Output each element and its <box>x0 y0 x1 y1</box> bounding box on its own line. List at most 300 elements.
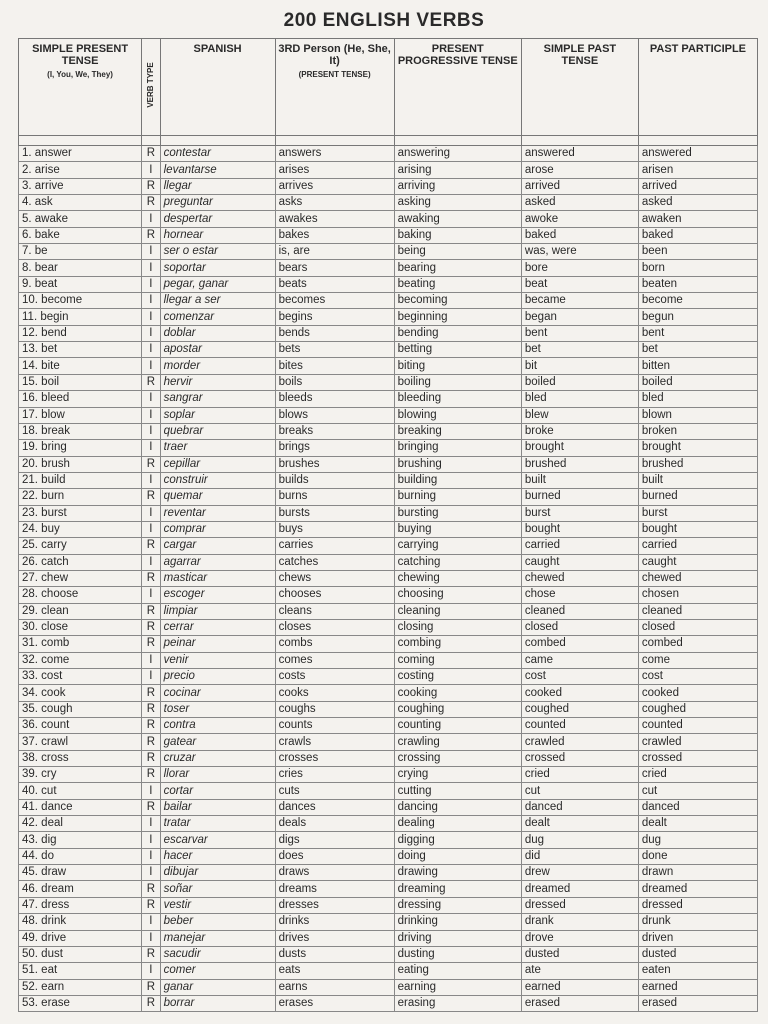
cell-verb-type: I <box>142 325 160 341</box>
table-row <box>19 374 758 390</box>
cell-simple-present: 6. bake <box>19 227 142 243</box>
cell-third-person: drinks <box>275 914 394 930</box>
cell-third-person: chooses <box>275 587 394 603</box>
table-row <box>19 636 758 652</box>
cell-present-progressive: brushing <box>394 456 521 472</box>
cell-past-participle: dressed <box>638 897 757 913</box>
cell-third-person: bakes <box>275 227 394 243</box>
cell-simple-past: began <box>521 309 638 325</box>
cell-present-progressive: coming <box>394 652 521 668</box>
cell-simple-present: 14. bite <box>19 358 142 374</box>
cell-third-person: coughs <box>275 701 394 717</box>
cell-third-person: beats <box>275 276 394 292</box>
table-row <box>19 701 758 717</box>
cell-simple-past: caught <box>521 554 638 570</box>
cell-simple-present: 32. come <box>19 652 142 668</box>
cell-spanish: tratar <box>160 816 275 832</box>
cell-verb-type: R <box>142 178 160 194</box>
cell-verb-type: I <box>142 930 160 946</box>
cell-past-participle: begun <box>638 309 757 325</box>
table-row <box>19 538 758 554</box>
table-row <box>19 603 758 619</box>
cell-simple-present: 53. erase <box>19 995 142 1011</box>
cell-spanish: soñar <box>160 881 275 897</box>
cell-verb-type: I <box>142 260 160 276</box>
cell-past-participle: born <box>638 260 757 276</box>
cell-verb-type: R <box>142 881 160 897</box>
cell-third-person: cries <box>275 767 394 783</box>
cell-past-participle: dug <box>638 832 757 848</box>
cell-verb-type: I <box>142 244 160 260</box>
cell-past-participle: bent <box>638 325 757 341</box>
cell-verb-type: R <box>142 685 160 701</box>
cell-simple-past: became <box>521 293 638 309</box>
cell-spanish: quemar <box>160 489 275 505</box>
cell-simple-present: 24. buy <box>19 521 142 537</box>
cell-third-person: blows <box>275 407 394 423</box>
table-row <box>19 767 758 783</box>
cell-simple-present: 34. cook <box>19 685 142 701</box>
cell-present-progressive: baking <box>394 227 521 243</box>
table-row <box>19 554 758 570</box>
cell-spanish: escarvar <box>160 832 275 848</box>
cell-past-participle: arrived <box>638 178 757 194</box>
table-row <box>19 260 758 276</box>
cell-simple-past: bet <box>521 342 638 358</box>
cell-spanish: limpiar <box>160 603 275 619</box>
cell-simple-past: chewed <box>521 570 638 586</box>
cell-simple-past: closed <box>521 619 638 635</box>
cell-past-participle: burned <box>638 489 757 505</box>
cell-simple-past: boiled <box>521 374 638 390</box>
cell-verb-type: I <box>142 554 160 570</box>
table-row <box>19 342 758 358</box>
table-row <box>19 195 758 211</box>
cell-simple-past: asked <box>521 195 638 211</box>
table-row <box>19 244 758 260</box>
table-row <box>19 816 758 832</box>
table-row <box>19 472 758 488</box>
cell-present-progressive: cooking <box>394 685 521 701</box>
cell-third-person: awakes <box>275 211 394 227</box>
cell-verb-type: I <box>142 391 160 407</box>
cell-simple-present: 1. answer <box>19 146 142 162</box>
cell-simple-present: 47. dress <box>19 897 142 913</box>
cell-simple-present: 17. blow <box>19 407 142 423</box>
cell-present-progressive: crossing <box>394 750 521 766</box>
spacer-row <box>19 136 758 146</box>
cell-verb-type: R <box>142 636 160 652</box>
cell-third-person: brings <box>275 440 394 456</box>
cell-simple-present: 18. break <box>19 423 142 439</box>
cell-spanish: gatear <box>160 734 275 750</box>
cell-past-participle: dealt <box>638 816 757 832</box>
cell-simple-past: was, were <box>521 244 638 260</box>
cell-verb-type: R <box>142 489 160 505</box>
cell-spanish: manejar <box>160 930 275 946</box>
cell-spanish: cocinar <box>160 685 275 701</box>
cell-third-person: is, are <box>275 244 394 260</box>
cell-past-participle: become <box>638 293 757 309</box>
cell-third-person: dances <box>275 799 394 815</box>
cell-present-progressive: blowing <box>394 407 521 423</box>
cell-present-progressive: burning <box>394 489 521 505</box>
cell-present-progressive: eating <box>394 963 521 979</box>
cell-past-participle: baked <box>638 227 757 243</box>
cell-simple-present: 7. be <box>19 244 142 260</box>
cell-simple-present: 44. do <box>19 848 142 864</box>
cell-spanish: traer <box>160 440 275 456</box>
cell-simple-present: 12. bend <box>19 325 142 341</box>
cell-present-progressive: being <box>394 244 521 260</box>
cell-simple-present: 35. cough <box>19 701 142 717</box>
cell-third-person: earns <box>275 979 394 995</box>
cell-past-participle: drawn <box>638 865 757 881</box>
cell-simple-past: cooked <box>521 685 638 701</box>
table-row <box>19 865 758 881</box>
table-row <box>19 570 758 586</box>
cell-spanish: morder <box>160 358 275 374</box>
table-row <box>19 489 758 505</box>
cell-simple-present: 33. cost <box>19 669 142 685</box>
cell-past-participle: earned <box>638 979 757 995</box>
cell-spanish: preguntar <box>160 195 275 211</box>
cell-simple-present: 19. bring <box>19 440 142 456</box>
cell-simple-past: drove <box>521 930 638 946</box>
cell-present-progressive: bending <box>394 325 521 341</box>
cell-spanish: cargar <box>160 538 275 554</box>
cell-third-person: costs <box>275 669 394 685</box>
cell-simple-past: cut <box>521 783 638 799</box>
cell-present-progressive: building <box>394 472 521 488</box>
cell-present-progressive: bursting <box>394 505 521 521</box>
cell-simple-past: brushed <box>521 456 638 472</box>
cell-verb-type: R <box>142 897 160 913</box>
cell-present-progressive: buying <box>394 521 521 537</box>
table-row <box>19 995 758 1011</box>
cell-simple-present: 8. bear <box>19 260 142 276</box>
cell-past-participle: built <box>638 472 757 488</box>
cell-past-participle: coughed <box>638 701 757 717</box>
cell-past-participle: brushed <box>638 456 757 472</box>
cell-spanish: cerrar <box>160 619 275 635</box>
cell-simple-present: 29. clean <box>19 603 142 619</box>
cell-third-person: bears <box>275 260 394 276</box>
cell-present-progressive: dancing <box>394 799 521 815</box>
cell-spanish: llegar a ser <box>160 293 275 309</box>
cell-spanish: cepillar <box>160 456 275 472</box>
cell-spanish: beber <box>160 914 275 930</box>
cell-past-participle: carried <box>638 538 757 554</box>
table-row <box>19 963 758 979</box>
table-row <box>19 440 758 456</box>
cell-third-person: bleeds <box>275 391 394 407</box>
cell-spanish: soportar <box>160 260 275 276</box>
cell-simple-present: 3. arrive <box>19 178 142 194</box>
cell-simple-present: 50. dust <box>19 946 142 962</box>
cell-simple-past: came <box>521 652 638 668</box>
cell-third-person: digs <box>275 832 394 848</box>
table-row <box>19 407 758 423</box>
table-row <box>19 946 758 962</box>
cell-simple-present: 41. dance <box>19 799 142 815</box>
cell-past-participle: broken <box>638 423 757 439</box>
table-row <box>19 521 758 537</box>
cell-verb-type: I <box>142 669 160 685</box>
cell-spanish: doblar <box>160 325 275 341</box>
cell-past-participle: closed <box>638 619 757 635</box>
cell-spanish: venir <box>160 652 275 668</box>
cell-simple-present: 2. arise <box>19 162 142 178</box>
cell-simple-present: 23. burst <box>19 505 142 521</box>
header-third-person: 3RD Person (He, She, It) (PRESENT TENSE) <box>275 39 394 136</box>
cell-present-progressive: driving <box>394 930 521 946</box>
table-row <box>19 734 758 750</box>
table-row <box>19 227 758 243</box>
cell-simple-past: carried <box>521 538 638 554</box>
cell-third-person: bends <box>275 325 394 341</box>
table-row <box>19 930 758 946</box>
cell-present-progressive: dressing <box>394 897 521 913</box>
cell-past-participle: eaten <box>638 963 757 979</box>
cell-simple-past: broke <box>521 423 638 439</box>
cell-simple-past: cried <box>521 767 638 783</box>
cell-third-person: bursts <box>275 505 394 521</box>
cell-third-person: boils <box>275 374 394 390</box>
cell-simple-past: ate <box>521 963 638 979</box>
table-row <box>19 897 758 913</box>
cell-verb-type: I <box>142 865 160 881</box>
cell-third-person: breaks <box>275 423 394 439</box>
cell-spanish: contra <box>160 718 275 734</box>
cell-verb-type: R <box>142 799 160 815</box>
cell-present-progressive: crying <box>394 767 521 783</box>
cell-simple-present: 11. begin <box>19 309 142 325</box>
cell-present-progressive: counting <box>394 718 521 734</box>
header-simple-past: SIMPLE PAST TENSE <box>521 39 638 136</box>
cell-past-participle: chewed <box>638 570 757 586</box>
cell-present-progressive: bringing <box>394 440 521 456</box>
cell-present-progressive: doing <box>394 848 521 864</box>
cell-simple-past: arose <box>521 162 638 178</box>
cell-past-participle: awaken <box>638 211 757 227</box>
table-row <box>19 325 758 341</box>
cell-third-person: draws <box>275 865 394 881</box>
cell-verb-type: I <box>142 848 160 864</box>
cell-third-person: brushes <box>275 456 394 472</box>
cell-simple-past: bent <box>521 325 638 341</box>
cell-present-progressive: drawing <box>394 865 521 881</box>
cell-simple-present: 49. drive <box>19 930 142 946</box>
cell-simple-past: brought <box>521 440 638 456</box>
cell-third-person: cleans <box>275 603 394 619</box>
cell-past-participle: cut <box>638 783 757 799</box>
cell-spanish: hornear <box>160 227 275 243</box>
cell-third-person: crawls <box>275 734 394 750</box>
cell-simple-past: combed <box>521 636 638 652</box>
cell-simple-present: 22. burn <box>19 489 142 505</box>
cell-simple-present: 43. dig <box>19 832 142 848</box>
cell-spanish: ser o estar <box>160 244 275 260</box>
cell-past-participle: crossed <box>638 750 757 766</box>
cell-past-participle: crawled <box>638 734 757 750</box>
cell-spanish: agarrar <box>160 554 275 570</box>
table-row <box>19 750 758 766</box>
cell-past-participle: boiled <box>638 374 757 390</box>
verb-rows <box>19 136 758 1012</box>
table-row <box>19 652 758 668</box>
cell-simple-present: 42. deal <box>19 816 142 832</box>
cell-third-person: combs <box>275 636 394 652</box>
cell-verb-type: I <box>142 816 160 832</box>
cell-third-person: answers <box>275 146 394 162</box>
cell-verb-type: I <box>142 832 160 848</box>
cell-verb-type: I <box>142 309 160 325</box>
cell-verb-type: I <box>142 440 160 456</box>
cell-simple-present: 15. boil <box>19 374 142 390</box>
cell-simple-present: 10. become <box>19 293 142 309</box>
cell-third-person: buys <box>275 521 394 537</box>
table-row <box>19 178 758 194</box>
cell-present-progressive: bearing <box>394 260 521 276</box>
cell-present-progressive: beginning <box>394 309 521 325</box>
cell-simple-present: 5. awake <box>19 211 142 227</box>
cell-verb-type: R <box>142 767 160 783</box>
cell-simple-present: 48. drink <box>19 914 142 930</box>
cell-verb-type: R <box>142 718 160 734</box>
cell-simple-past: chose <box>521 587 638 603</box>
table-row <box>19 293 758 309</box>
cell-past-participle: bought <box>638 521 757 537</box>
cell-present-progressive: arising <box>394 162 521 178</box>
cell-spanish: llorar <box>160 767 275 783</box>
cell-spanish: escoger <box>160 587 275 603</box>
cell-third-person: bets <box>275 342 394 358</box>
cell-past-participle: combed <box>638 636 757 652</box>
cell-simple-past: bit <box>521 358 638 374</box>
table-row <box>19 832 758 848</box>
cell-simple-past: dealt <box>521 816 638 832</box>
cell-simple-past: dug <box>521 832 638 848</box>
cell-spanish: bailar <box>160 799 275 815</box>
table-row <box>19 783 758 799</box>
table-row <box>19 881 758 897</box>
cell-third-person: does <box>275 848 394 864</box>
cell-simple-present: 45. draw <box>19 865 142 881</box>
cell-present-progressive: boiling <box>394 374 521 390</box>
cell-simple-past: dusted <box>521 946 638 962</box>
cell-simple-past: burned <box>521 489 638 505</box>
table-row <box>19 718 758 734</box>
cell-third-person: dreams <box>275 881 394 897</box>
cell-spanish: construir <box>160 472 275 488</box>
cell-spanish: sacudir <box>160 946 275 962</box>
cell-spanish: apostar <box>160 342 275 358</box>
cell-simple-past: drew <box>521 865 638 881</box>
cell-third-person: builds <box>275 472 394 488</box>
cell-third-person: drives <box>275 930 394 946</box>
cell-simple-past: cost <box>521 669 638 685</box>
cell-third-person: begins <box>275 309 394 325</box>
cell-verb-type: R <box>142 946 160 962</box>
cell-simple-present: 36. count <box>19 718 142 734</box>
cell-third-person: deals <box>275 816 394 832</box>
cell-verb-type: R <box>142 374 160 390</box>
table-row <box>19 619 758 635</box>
cell-spanish: contestar <box>160 146 275 162</box>
cell-present-progressive: arriving <box>394 178 521 194</box>
cell-third-person: asks <box>275 195 394 211</box>
cell-third-person: cuts <box>275 783 394 799</box>
cell-simple-present: 28. choose <box>19 587 142 603</box>
cell-present-progressive: answering <box>394 146 521 162</box>
cell-past-participle: arisen <box>638 162 757 178</box>
cell-simple-past: answered <box>521 146 638 162</box>
cell-third-person: eats <box>275 963 394 979</box>
cell-present-progressive: earning <box>394 979 521 995</box>
table-row <box>19 211 758 227</box>
cell-simple-present: 46. dream <box>19 881 142 897</box>
cell-past-participle: bet <box>638 342 757 358</box>
cell-verb-type: I <box>142 783 160 799</box>
cell-present-progressive: digging <box>394 832 521 848</box>
cell-verb-type: R <box>142 603 160 619</box>
cell-simple-past: drank <box>521 914 638 930</box>
cell-verb-type: R <box>142 146 160 162</box>
cell-verb-type: I <box>142 293 160 309</box>
cell-simple-present: 31. comb <box>19 636 142 652</box>
cell-spanish: cruzar <box>160 750 275 766</box>
cell-verb-type: I <box>142 407 160 423</box>
cell-simple-present: 13. bet <box>19 342 142 358</box>
cell-past-participle: drunk <box>638 914 757 930</box>
cell-verb-type: R <box>142 734 160 750</box>
cell-present-progressive: awaking <box>394 211 521 227</box>
cell-simple-past: cleaned <box>521 603 638 619</box>
cell-simple-past: crossed <box>521 750 638 766</box>
cell-spanish: levantarse <box>160 162 275 178</box>
table-row <box>19 162 758 178</box>
cell-spanish: ganar <box>160 979 275 995</box>
cell-present-progressive: costing <box>394 669 521 685</box>
cell-present-progressive: biting <box>394 358 521 374</box>
cell-simple-past: bore <box>521 260 638 276</box>
cell-spanish: peinar <box>160 636 275 652</box>
cell-spanish: soplar <box>160 407 275 423</box>
cell-present-progressive: chewing <box>394 570 521 586</box>
table-row <box>19 358 758 374</box>
cell-third-person: dresses <box>275 897 394 913</box>
cell-spanish: hervir <box>160 374 275 390</box>
cell-third-person: closes <box>275 619 394 635</box>
cell-third-person: burns <box>275 489 394 505</box>
table-row <box>19 423 758 439</box>
verb-table-container <box>18 38 758 1012</box>
cell-spanish: llegar <box>160 178 275 194</box>
cell-present-progressive: dealing <box>394 816 521 832</box>
cell-present-progressive: breaking <box>394 423 521 439</box>
cell-verb-type: R <box>142 570 160 586</box>
cell-simple-present: 16. bleed <box>19 391 142 407</box>
cell-simple-past: dreamed <box>521 881 638 897</box>
table-row <box>19 848 758 864</box>
cell-spanish: quebrar <box>160 423 275 439</box>
cell-verb-type: I <box>142 914 160 930</box>
cell-present-progressive: carrying <box>394 538 521 554</box>
cell-simple-present: 38. cross <box>19 750 142 766</box>
cell-third-person: chews <box>275 570 394 586</box>
cell-verb-type: R <box>142 227 160 243</box>
